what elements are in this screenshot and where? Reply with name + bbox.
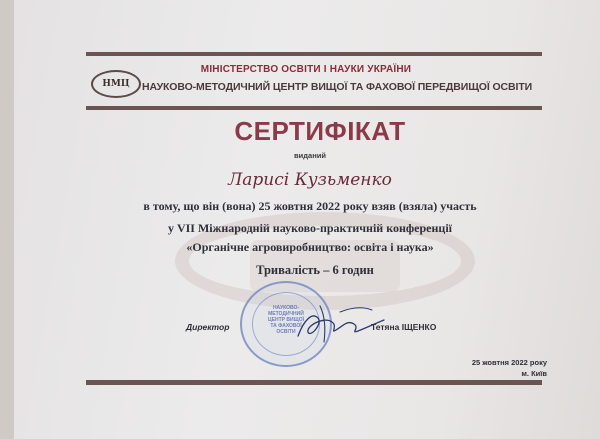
director-label: Директор xyxy=(186,322,230,332)
stamp-text: НАУКОВО- МЕТОДИЧНИЙ ЦЕНТР ВИЩОЇ ТА ФАХОВОЇ ОСВІТИ xyxy=(268,305,304,335)
certificate-title: СЕРТИФІКАТ xyxy=(234,116,406,146)
header-rule-bottom xyxy=(86,106,542,110)
participation-line: в тому, що він (вона) 25 жовтня 2022 року взяв (взяла) участь xyxy=(143,199,477,213)
footer-rule xyxy=(86,380,542,385)
issued-label: виданий xyxy=(294,151,326,160)
nmc-logo xyxy=(91,70,141,98)
conference-title: «Органічне агровиробництво: освіта і наука» xyxy=(186,240,434,254)
issue-city: м. Київ xyxy=(521,369,547,378)
ministry-name: МІНІСТЕРСТВО ОСВІТИ І НАУКИ УКРАЇНИ xyxy=(200,64,412,75)
header-rule-top xyxy=(86,52,542,56)
logo-text: НМЦ xyxy=(102,79,130,89)
issue-date: 25 жовтня 2022 року xyxy=(471,358,547,367)
director-name: Тетяна ІЩЕНКО xyxy=(371,322,437,332)
center-name: НАУКОВО-МЕТОДИЧНИЙ ЦЕНТР ВИЩОЇ ТА ФАХОВОЇ ПЕРЕДВИЩОЇ ОСВІТИ xyxy=(142,81,533,93)
conference-line: у VII Міжнародній науково-практичній конференції xyxy=(167,221,453,235)
duration-text: Тривалість – 6 годин xyxy=(256,263,374,277)
recipient-name: Ларисі Кузьменко xyxy=(228,170,392,190)
